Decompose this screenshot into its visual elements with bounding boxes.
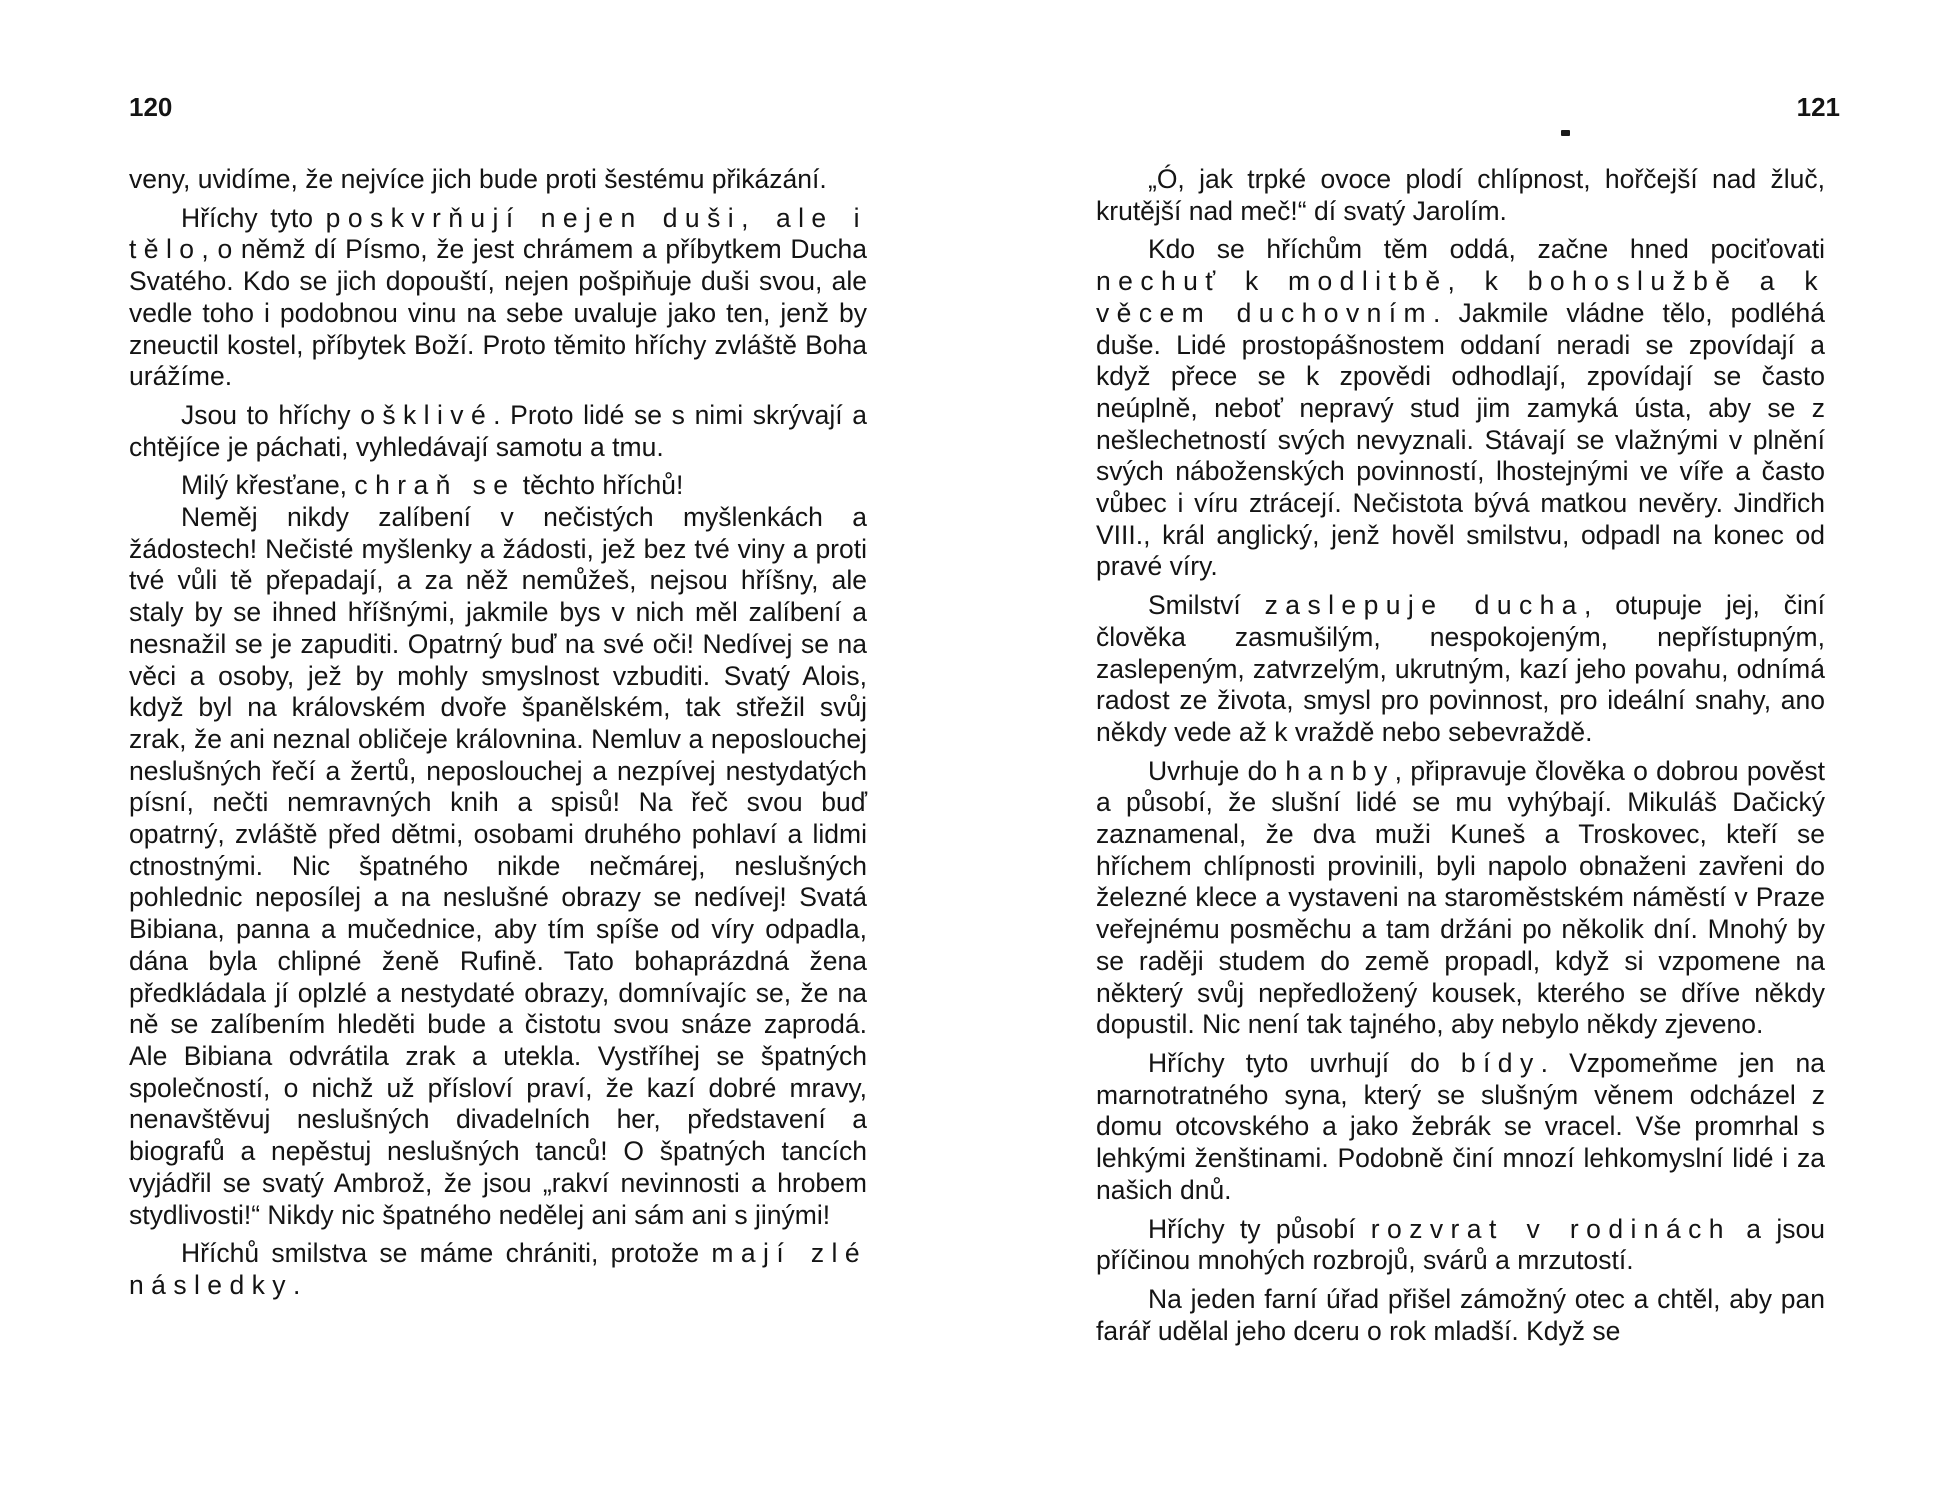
paragraph: Smilství zaslepuje ducha, otupuje jej, činí člověka zasmušilým, nespokojeným, nepřístupným, zaslepeným, zatvrzelým, ukrutným, kazí jeho povahu, odnímá radost ze života, smysl pro povinnost, pro ideální snahy, ano někdy vede až k vraždě nebo sebevraždě. — [1096, 590, 1825, 747]
page-text — [129, 164, 867, 1309]
emphasis-text: poskvrňují nejen duši, ale i tělo — [129, 202, 867, 265]
emphasis-text: bídy — [1460, 1047, 1541, 1078]
paragraph: Na jeden farní úřad přišel zámožný otec a chtěl, aby pan farář udělal jeho dceru o rok mladší. Když se — [1096, 1283, 1825, 1346]
emphasis-text: rozvrat v rodinách — [1370, 1213, 1731, 1244]
emphasis-text: hanby — [1285, 755, 1395, 786]
emphasis-text: chraň se — [354, 470, 516, 501]
emphasis-text: zaslepuje ducha — [1264, 590, 1584, 621]
paragraph: „Ó, jak trpké ovoce plodí chlípnost, hořčejší nad žluč, krutější nad meč!“ dí svatý Jarolím. — [1096, 164, 1825, 226]
ink-mark — [1561, 130, 1570, 136]
paragraph: Jsou to hříchy ošklivé. Proto lidé se s nimi skrývají a chtějíce je páchati, vyhledávají samotu a tmu. — [129, 399, 867, 462]
paragraph: veny, uvidíme, že nejvíce jich bude proti šestému přikázání. — [129, 164, 827, 194]
page-number: 121 — [1796, 92, 1840, 122]
paragraph: Milý křesťane, chraň se těchto hříchů! — [181, 470, 684, 501]
emphasis-text: nechuť k modlitbě, k bohoslužbě a k věcem duchovním — [1096, 266, 1825, 328]
emphasis-text: ošklivé — [360, 399, 494, 430]
page-number: 120 — [129, 92, 173, 122]
paragraph: Kdo se hříchům těm oddá, začne hned pociťovati nechuť k modlitbě, k bohoslužbě a k věcem duchovním. Jakmile vládne tělo, podléhá duše. Lidé prostopášnostem oddaní neradi se zpovídají a když přece se k zpovědi odhodlají, zpovídají se často neúplně, neboť nepravý stud jim zamyká ústa, aby se z nešlechetností svých nevyznali. Stávají se vlažnými v plnění svých náboženských povinností, lhostejnými ve víře a často vůbec i víru ztrácejí. Nečistota bývá matkou nevěry. Jindřich VIII., král anglický, jenž hověl smilstvu, odpadl na konec od pravé víry. — [1096, 234, 1825, 582]
paragraph: Hříchy tyto poskvrňují nejen duši, ale i tělo, o němž dí Písmo, že jest chrámem a příbytkem Ducha Svatého. Kdo se jich dopouští, nejen pošpiňuje duši svou, ale vedle toho i podobnou vinu na sebe uvaluje jako ten, jenž by zneuctil kostel, příbytek Boží. Proto těmito hříchy zvláště Boha urážíme. — [129, 202, 867, 392]
paragraph: Uvrhuje do hanby, připravuje člověka o dobrou pověst a působí, že slušní lidé se mu vyhýbají. Mikuláš Dačický zaznamenal, že dva muži Kuneš a Troskovec, kteří se hříchem chlípnosti provinili, byli napolo obnaženi zavřeni do železné klece a vystaveni na staroměstském náměstí v Praze veřejnému posměchu a tam držáni po několik dní. Mnohý by se raději studem do země propadl, když si vzpomene na některý svůj nepředložený kousek, kterého se dříve někdy dopustil. Nic není tak tajného, aby nebylo někdy zjeveno. — [1096, 755, 1825, 1040]
paragraph: Hříchy tyto uvrhují do bídy. Vzpomeňme jen na marnotratného syna, který se slušným věnem odcházel z domu otcovského a jako žebrák se vracel. Vše promrhal s lehkými ženštinami. Podobně činí mnozí lehkomyslní lidé i za našich dnů. — [1096, 1047, 1825, 1205]
emphasis-text: mají zlé následky — [129, 1238, 867, 1300]
paragraph: Hříchů smilstva se máme chrániti, protože mají zlé následky. — [129, 1238, 867, 1300]
right-page — [968, 0, 1936, 1500]
page-text — [1096, 164, 1825, 1354]
paragraph: Neměj nikdy zalíbení v nečistých myšlenkách a žádostech! Nečisté myšlenky a žádosti, jež bez tvé viny a proti tvé vůli tě přepadají, a za něž nemůžeš, nejsou hříšny, ale staly by se ihned hříšnými, jakmile bys v nich měl zalíbení a nesnažil se je zapuditi. Opatrný buď na své oči! Nedívej se na věci a osoby, jež by mohly smyslnost vzbuditi. Svatý Alois, když byl na královském dvoře španělském, tak střežil svůj zrak, že ani neznal obličeje královnina. Nemluv a neposlouchej neslušných řečí a žertů, neposlouchej a nezpívej nestydatých písní, nečti nemravných knih a spisů! Na řeč svou buď opatrný, zvláště před dětmi, osobami druhého pohlaví a lidmi ctnostnými. Nic špatného nikde nečmárej, neslušných pohlednic neposílej a na neslušné obrazy se nedívej! Svatá Bibiana, panna a mučednice, aby tím spíše od víry odpadla, dána byla chlipné ženě Rufině. Tato bohaprázdná žena předkládala jí oplzlé a nestydaté obrazy, domnívajíc se, že na ně se zalíbením hleděti bude a čistotu svou snáze zaprodá. Ale Bibiana odvrátila zrak a utekla. Vystříhej se špatných společností, o nichž už přísloví praví, že kazí dobré mravy, nenavštěvuj neslušných divadelních her, představení a biografů a nepěstuj neslušných tanců! O špatných tancích vyjádřil se svatý Ambrož, že jsou „rakví nevinnosti a hrobem stydlivosti!“ Nikdy nic špatného nedělej ani sám ani s jinými! — [129, 502, 867, 1230]
paragraph: Hříchy ty působí rozvrat v rodinách a jsou příčinou mnohých rozbrojů, svárů a mrzutostí. — [1096, 1213, 1826, 1276]
